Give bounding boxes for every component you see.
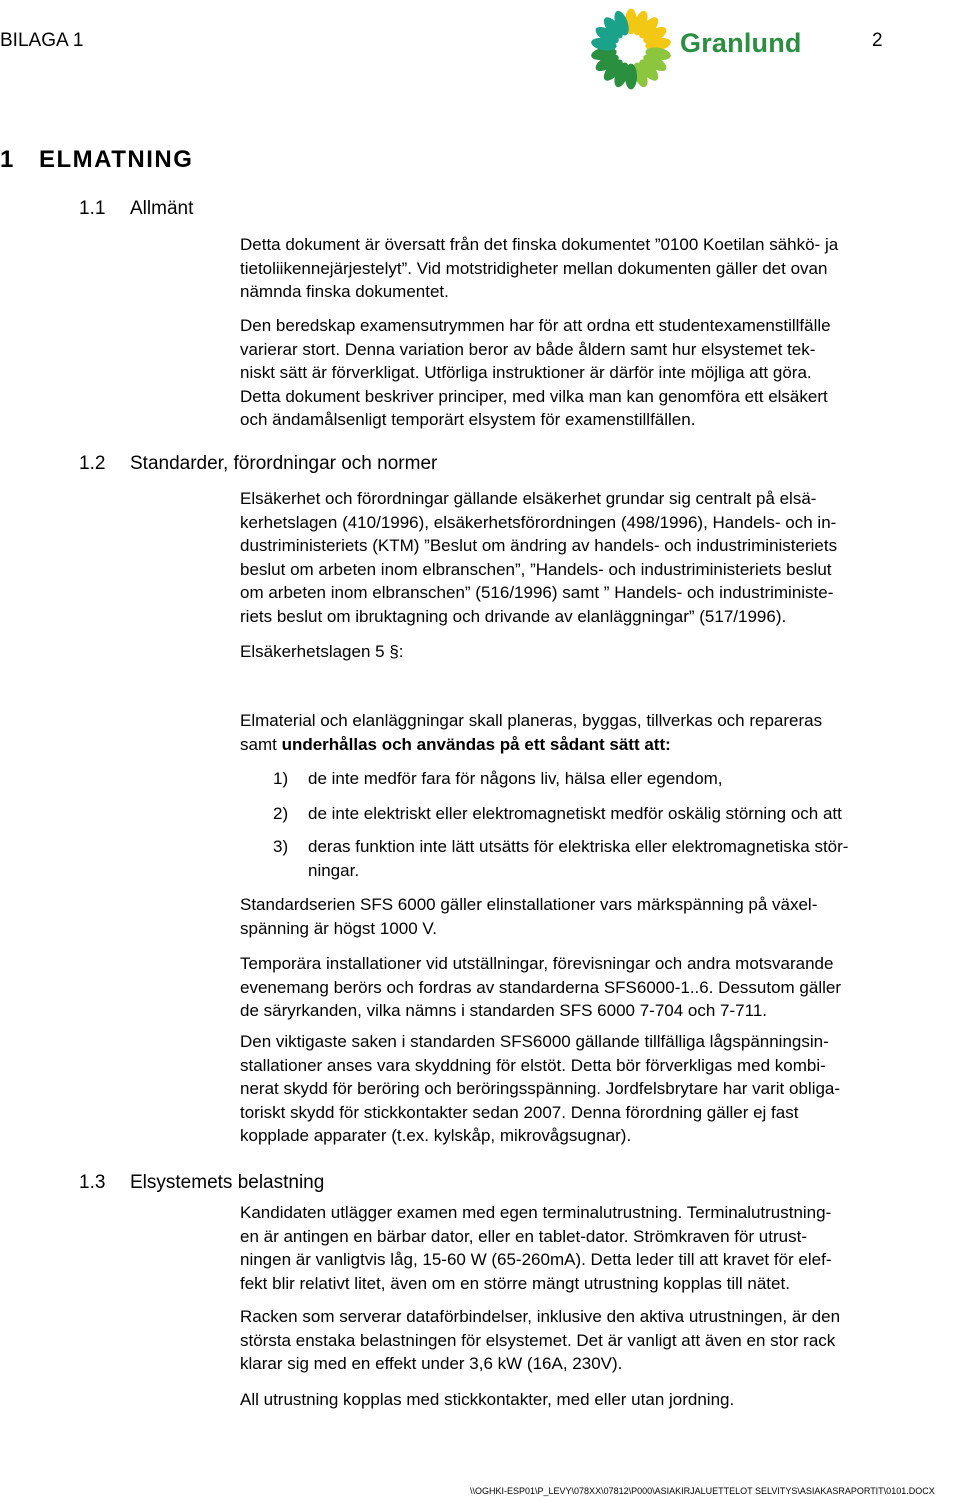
section-1-2-title: Standarder, förordningar och normer — [130, 453, 438, 474]
law-reference: Elsäkerhetslagen 5 §: — [240, 642, 404, 661]
section-1-1-title: Allmänt — [130, 198, 194, 219]
section-1-3-paragraph-2: Racken som serverar dataförbindelser, inklusive den aktiva utrustningen, är den största enstaka belastningen för elsystemet. Det är vanligt att även en stor rack klarar sig med en effekt under 3,6 kW (16A, 230V). — [240, 1307, 841, 1373]
granlund-logo-icon — [588, 6, 674, 92]
section-1-1-paragraph-1: Detta dokument är översatt från det finska dokumentet ”0100 Koetilan sähkö- ja tietoliikennejärjestelyt”. Vid motstridigheter mellan dokumenten gäller det ovan nämnda finska dokumentet. — [240, 235, 839, 301]
section-1-2-paragraph-1: Elsäkerhet och förordningar gällande elsäkerhet grundar sig centralt på elsä- kerhetslagen (410/1996), elsäkerhetsförordningen (498/1996), Handels- och in- dustriministeriets (KTM) ”Beslut om ändring av handels- och industriministeriets beslut om arbeten inom elbranschen”, ”Handels- och industriministeriets beslut om arbeten inom elbranschen” (516/1996) samt ” Handels- och industriministe- riets beslut om ibruktagning och drivande av elanläggningar” (517/1996). — [240, 489, 838, 626]
section-1-3-title: Elsystemets belastning — [130, 1172, 325, 1193]
section-1-1-paragraph-2: Den beredskap examensutrymmen har för att ordna ett studentexamenstillfälle varierar stort. Denna variation beror av både åldern samt hur elsystemet tek- niskt sätt är förverkligat. Utförliga instruktioner är därför inte möjliga att göra. Detta dokument beskriver principer, med vilka man kan genomföra ett elsäkert och ändamålsenligt temporärt elsystem för examenstillfällen. — [240, 316, 831, 429]
section-1-3-number: 1.3 — [79, 1172, 106, 1193]
law-quote-emphasis: underhållas och användas på ett sådant sätt att: — [281, 734, 671, 754]
section-1-2-paragraph-3: Temporära installationer vid utställningar, förevisningar och andra motsvarande evenemang berörs och fordras av standarderna SFS6000-1..6. Dessutom gäller de säryrkanden, vilka nämns i standarden SFS 6000 7-704 och 7-711. — [240, 954, 841, 1020]
heading-1-number: 1 — [0, 146, 15, 173]
footer-file-path: \\OGHKI-ESP01\P_LEVY\078XX\07812\P000\ASIAKIRJALUETTELOT SELVITYS\ASIAKASRAPORTIT\0101.DOCX — [470, 1486, 935, 1496]
section-1-2-number: 1.2 — [79, 453, 106, 474]
section-1-3-paragraph-3: All utrustning kopplas med stickkontakter, med eller utan jordning. — [240, 1390, 735, 1409]
section-1-2-paragraph-2: Standardserien SFS 6000 gäller elinstallationer vars märkspänning på växel- spänning är högst 1000 V. — [240, 895, 818, 938]
section-1-3-paragraph-1: Kandidaten utlägger examen med egen terminalutrustning. Terminalutrustning- en är antingen en bärbar dator, eller en tablet-dator. Strömkraven för utrust- ningen är vanligtvis låg, 15-60 W (65-260mA). Detta leder till att kravet för elef- fekt blir relativt litet, även om en större mängt utrustning kopplas till nätet. — [240, 1203, 832, 1293]
section-1-1-number: 1.1 — [79, 198, 106, 219]
document-label: BILAGA 1 — [0, 30, 84, 51]
law-quote: Elmaterial och elanläggningar skall planeras, byggas, tillverkas och repareras samt underhållas och användas på ett sådant sätt att: — [240, 711, 823, 754]
section-1-2-paragraph-4: Den viktigaste saken i standarden SFS6000 gällande tillfälliga lågspänningsin- stallationer anses vara skyddning för elstöt. Detta bör förverkligas med kombi- nerat skydd för beröring och beröringsspänning. Jordfelsbrytare har varit obliga- toriskt skydd för stickkontakter sedan 2007. Denna förordning gäller ej fast kopplade apparater (t.ex. kylskåp, mikrovågsugnar). — [240, 1032, 841, 1145]
heading-1-title: ELMATNING — [39, 146, 194, 173]
page-number: 2 — [872, 30, 883, 51]
brand-name: Granlund — [680, 28, 802, 58]
